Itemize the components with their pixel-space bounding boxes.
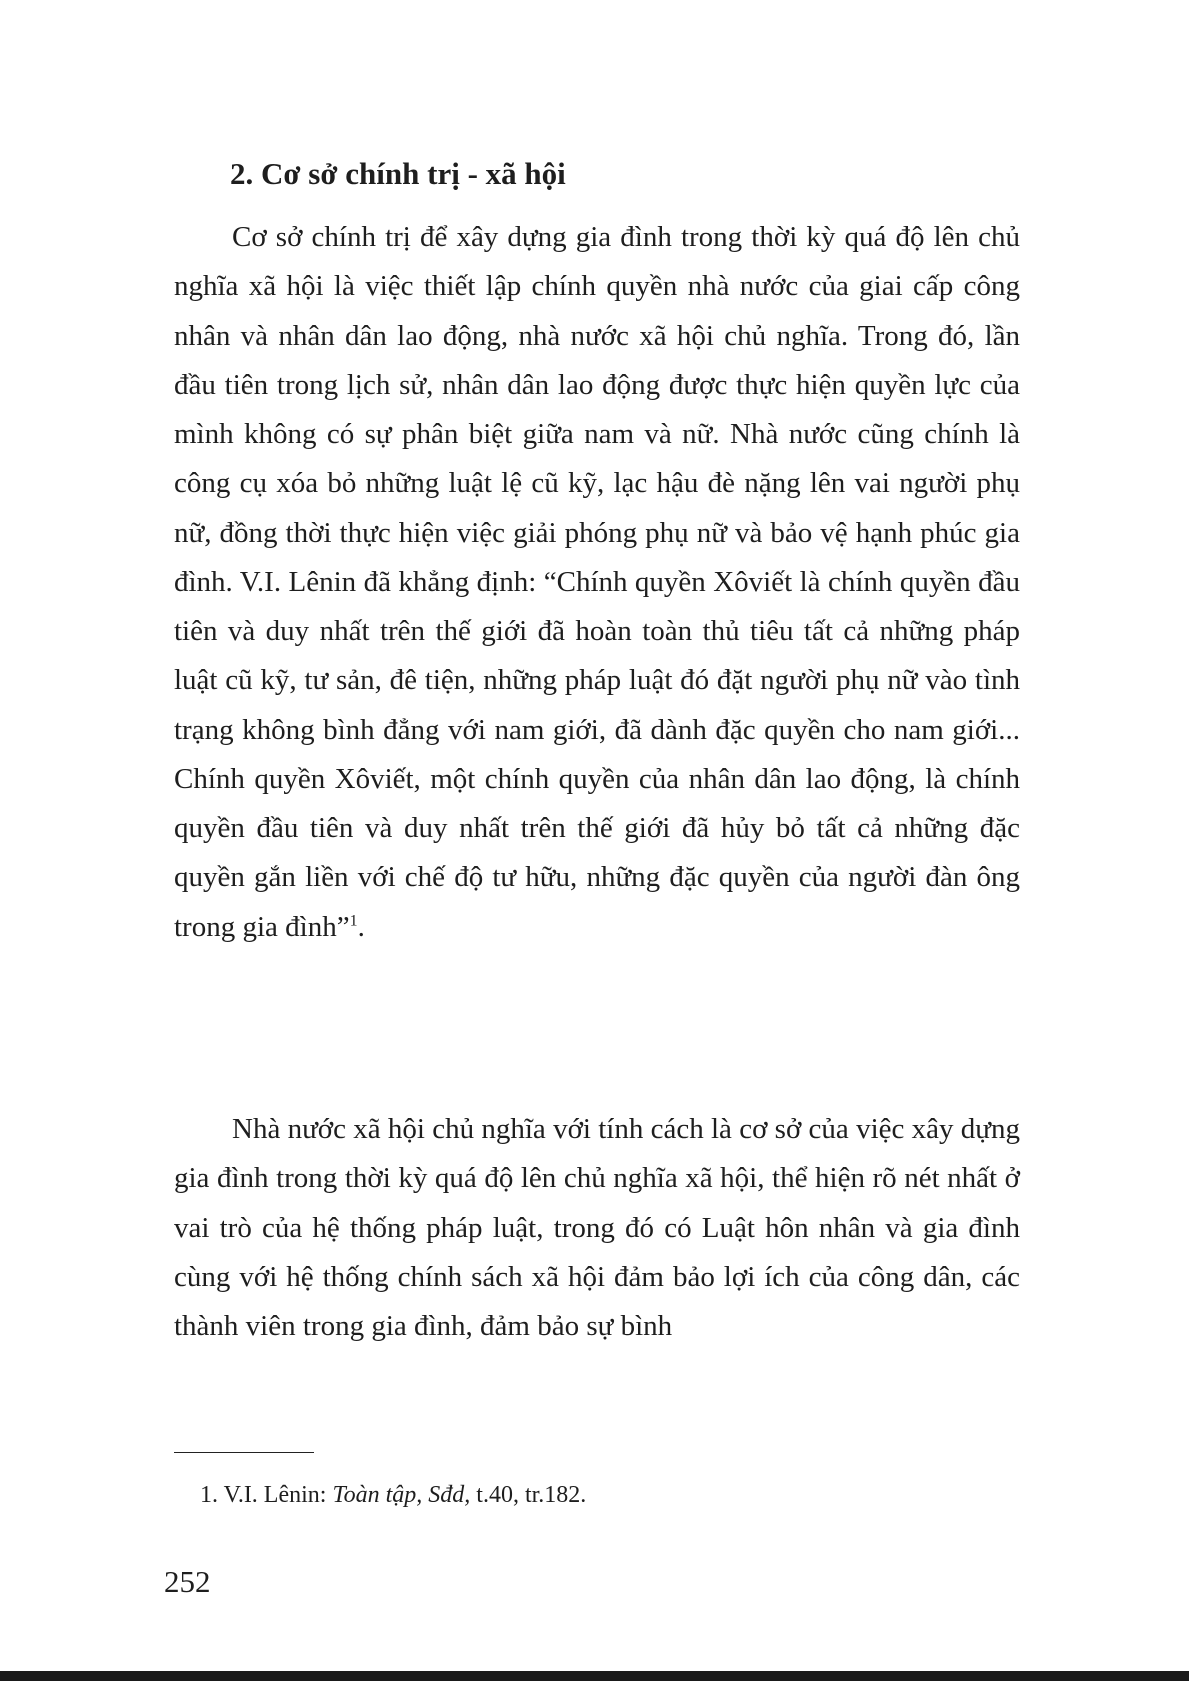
footnote-number: 1. bbox=[200, 1482, 218, 1508]
section-heading: 2. Cơ sở chính trị - xã hội bbox=[230, 156, 566, 191]
footnote-author: V.I. Lênin: bbox=[223, 1482, 327, 1508]
scan-edge bbox=[0, 1671, 1189, 1681]
paragraph-1-end: . bbox=[357, 910, 365, 943]
footnote-details: t.40, tr.182. bbox=[476, 1482, 587, 1508]
paragraph-2 bbox=[174, 1105, 1020, 1351]
footnote-reference: 1 bbox=[349, 911, 358, 929]
paragraph-2-text: Nhà nước xã hội chủ nghĩa với tính cách là cơ sở của việc xây dựng gia đình trong thời kỳ quá độ lên chủ nghĩa xã hội, thể hiện rõ nét nhất ở vai trò của hệ thống pháp luật, trong đó có Luật hôn nhân và gia đình cùng với hệ thống chính sách xã hội đảm bảo lợi ích của công dân, các thành viên trong gia đình, đảm bảo sự bình bbox=[174, 1113, 1020, 1342]
page-number: 252 bbox=[164, 1564, 211, 1599]
footnote-title: Toàn tập, Sđd, bbox=[332, 1482, 471, 1508]
footnote bbox=[200, 1479, 586, 1511]
paragraph-1 bbox=[174, 213, 1020, 952]
paragraph-1-text: Cơ sở chính trị để xây dựng gia đình trong thời kỳ quá độ lên chủ nghĩa xã hội là việc thiết lập chính quyền nhà nước của giai cấp công nhân và nhân dân lao động, nhà nước xã hội chủ nghĩa. Trong đó, lần đầu tiên trong lịch sử, nhân dân lao động được thực hiện quyền lực của mình không có sự phân biệt giữa nam và nữ. Nhà nước cũng chính là công cụ xóa bỏ những luật lệ cũ kỹ, lạc hậu đè nặng lên vai người phụ nữ, đồng thời thực hiện việc giải phóng phụ nữ và bảo vệ hạnh phúc gia đình. V.I. Lênin đã khẳng định: “Chính quyền Xôviết là chính quyền đầu tiên và duy nhất trên thế giới đã hoàn toàn thủ tiêu tất cả những pháp luật cũ kỹ, tư sản, đê tiện, những pháp luật đó đặt người phụ nữ vào tình trạng không bình đẳng với nam giới, đã dành đặc quyền cho nam giới... Chính quyền Xôviết, một chính quyền của nhân dân lao động, là chính quyền đầu tiên và duy nhất trên thế giới đã hủy bỏ tất cả những đặc quyền gắn liền với chế độ tư hữu, những đặc quyền của người đàn ông trong gia đình” bbox=[174, 221, 1020, 943]
footnote-divider bbox=[174, 1452, 314, 1453]
